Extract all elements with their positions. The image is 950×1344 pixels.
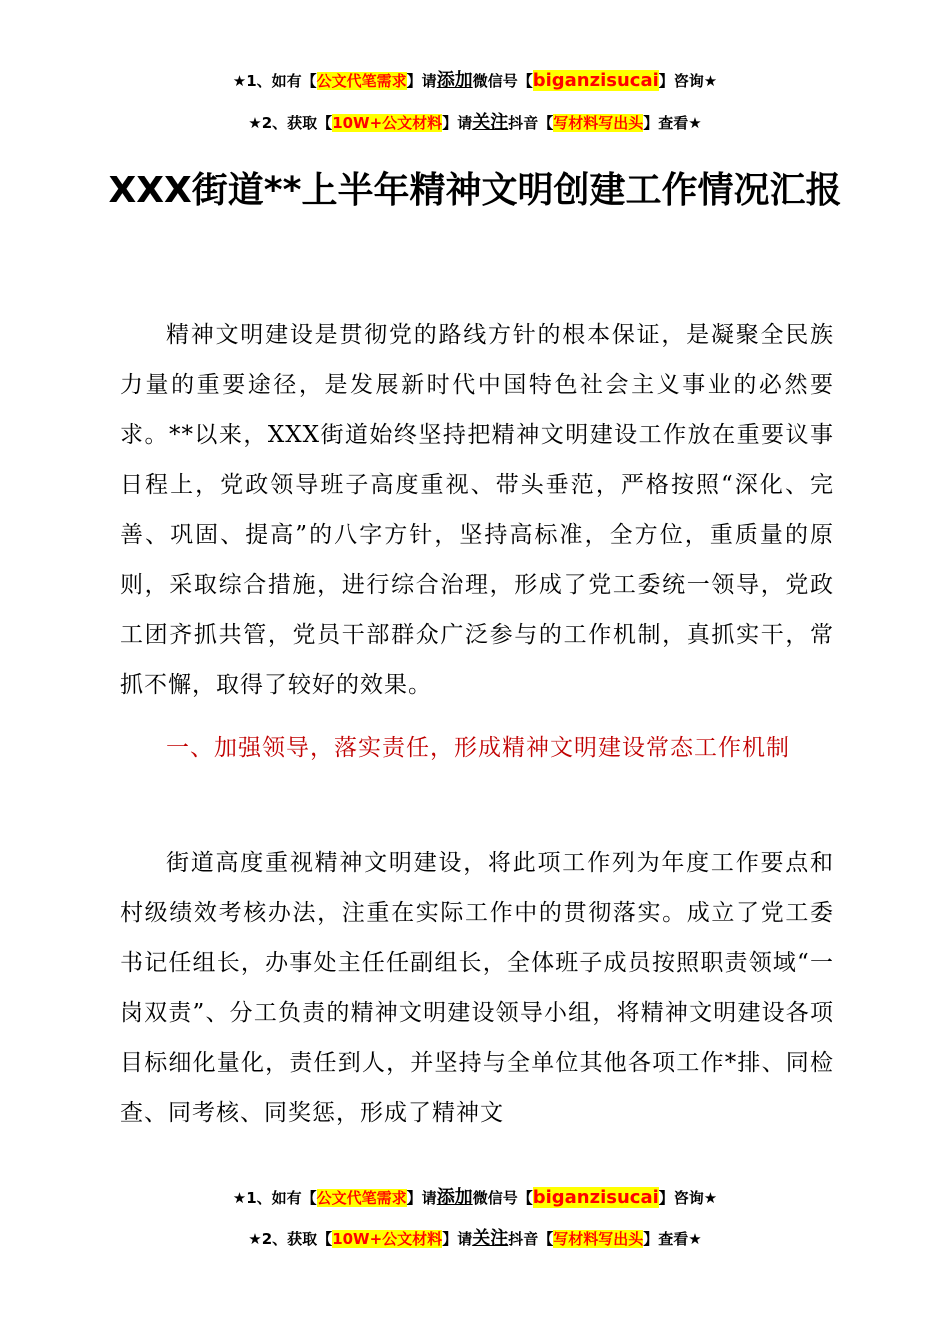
header-line2-highlight-materials: 10W+公文材料 <box>332 114 443 132</box>
footer-line1-suffix: 】咨询★ <box>658 1189 718 1207</box>
footer-line2-mid: 】请 <box>442 1230 473 1248</box>
footer-line1-highlight-wechat: biganzisucai <box>532 1187 659 1208</box>
header-ad-line-2 <box>0 112 950 134</box>
header-line1-prefix: ★1、如有【 <box>232 72 317 90</box>
header-line2-mid2: 抖音【 <box>508 114 554 132</box>
header-line1-emphasis: 添加 <box>436 70 473 91</box>
footer-line1-emphasis: 添加 <box>436 1187 473 1208</box>
footer-line2-highlight-douyin: 写材料写出头 <box>553 1230 644 1248</box>
header-line2-mid: 】请 <box>442 114 473 132</box>
intro-paragraph: 精神文明建设是贯彻党的路线方针的根本保证，是凝聚全民族力量的重要途径，是发展新时代中国特色社会主义事业的必然要求。**以来，XXX街道始终坚持把精神文明建设工作放在重要议事日程上，党政领导班子高度重视、带头垂范，严格按照“深化、完善、巩固、提高”的八字方针，坚持高标准，全方位，重质量的原则，采取综合措施，进行综合治理，形成了党工委统一领导，党政工团齐抓共管，党员干部群众广泛参与的工作机制，真抓实干，常抓不懈，取得了较好的效果。 <box>120 322 834 698</box>
header-line1-highlight-wechat: biganzisucai <box>532 70 659 91</box>
footer-ad-line-2 <box>0 1228 950 1250</box>
footer-line1-highlight-service: 公文代笔需求 <box>316 1189 407 1207</box>
header-line2-emphasis: 关注 <box>472 112 509 133</box>
header-ad-line-1 <box>0 70 950 92</box>
document-title: XXX街道**上半年精神文明创建工作情况汇报 <box>108 170 842 211</box>
header-line1-mid: 】请 <box>406 72 437 90</box>
footer-line1-prefix: ★1、如有【 <box>232 1189 317 1207</box>
footer-line1-mid2: 微信号【 <box>472 1189 533 1207</box>
footer-ad-line-1 <box>0 1187 950 1209</box>
header-line1-highlight-service: 公文代笔需求 <box>316 72 407 90</box>
section-1-heading: 一、加强领导，落实责任，形成精神文明建设常态工作机制 <box>166 735 790 761</box>
header-line2-highlight-douyin: 写材料写出头 <box>553 114 644 132</box>
header-line2-prefix: ★2、获取【 <box>248 114 333 132</box>
header-line1-mid2: 微信号【 <box>472 72 533 90</box>
footer-line2-suffix: 】查看★ <box>643 1230 702 1248</box>
footer-line2-prefix: ★2、获取【 <box>248 1230 333 1248</box>
section-1-body: 街道高度重视精神文明建设，将此项工作列为年度工作要点和村级绩效考核办法，注重在实际工作中的贯彻落实。成立了党工委书记任组长，办事处主任任副组长，全体班子成员按照职责领域“一岗双责”、分工负责的精神文明建设领导小组，将精神文明建设各项目标细化量化，责任到人，并坚持与全单位其他各项工作*排、同检查、同考核、同奖惩，形成了精神文 <box>120 850 834 1126</box>
footer-line2-mid2: 抖音【 <box>508 1230 554 1248</box>
footer-line1-mid: 】请 <box>406 1189 437 1207</box>
footer-line2-highlight-materials: 10W+公文材料 <box>332 1230 443 1248</box>
header-line2-suffix: 】查看★ <box>643 114 702 132</box>
footer-line2-emphasis: 关注 <box>472 1228 509 1249</box>
header-line1-suffix: 】咨询★ <box>658 72 718 90</box>
